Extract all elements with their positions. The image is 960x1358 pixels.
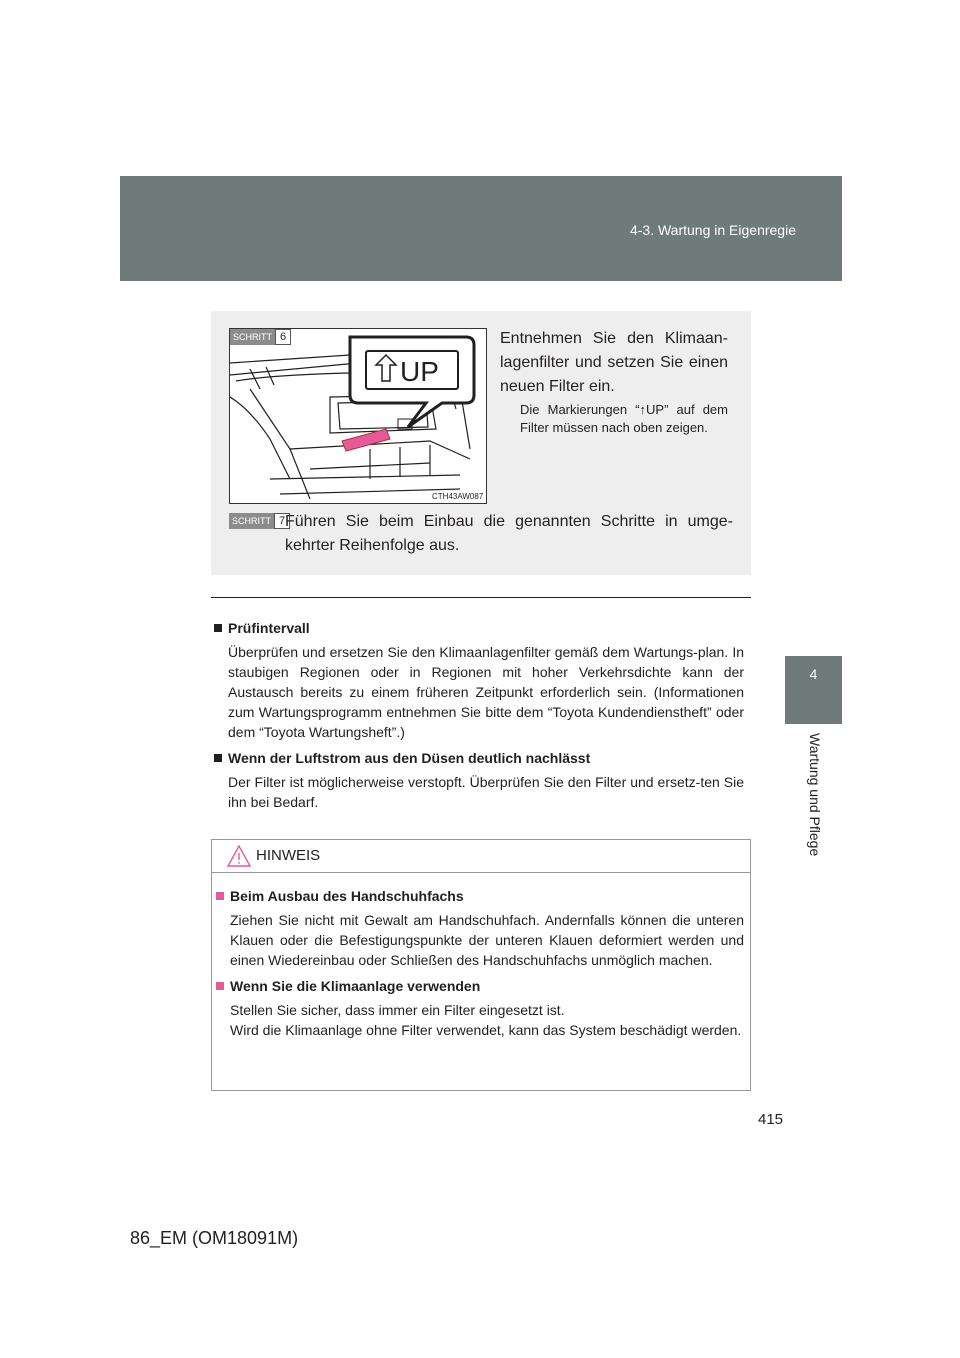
bullet-square-icon bbox=[214, 754, 222, 762]
up-label: UP bbox=[400, 356, 439, 387]
step7-text: Führen Sie beim Einbau die genannten Schritte in umge-kehrter Reihenfolge aus. bbox=[285, 513, 733, 554]
step6-note: Die Markierungen “↑UP” auf dem Filter müssen nach oben zeigen. bbox=[520, 402, 728, 435]
info-text: Überprüfen und ersetzen Sie den Klimaanlagenfilter gemäß dem Wartungs-plan. In staubigen Regionen oder in Regionen mit hoher Verkehrsdichte kann der Austausch bereits zu einem früheren Zeitpunkt erforderlich sein. (Informationen zum Wartungsprogramm entnehmen Sie bitte dem “Toyota Kundendienstheft” oder dem “Toyota Wartungsheft”.) bbox=[228, 644, 744, 740]
notice-text-line: Wird die Klimaanlage ohne Filter verwendet, kann das System beschädigt werden. bbox=[230, 1022, 742, 1038]
schritt-word: SCHRITT bbox=[229, 513, 274, 529]
info-title: Prüfintervall bbox=[214, 618, 744, 638]
chapter-number: 4 bbox=[809, 666, 818, 682]
notice-title: Wenn Sie die Klimaanlage verwenden bbox=[216, 976, 744, 996]
header-band bbox=[120, 176, 842, 281]
info-title: Wenn der Luftstrom aus den Düsen deutlich nachlässt bbox=[214, 748, 744, 768]
warning-triangle-icon bbox=[226, 844, 252, 868]
page-number: 415 bbox=[758, 1111, 784, 1128]
step6-number: 6 bbox=[275, 329, 291, 345]
section-divider bbox=[211, 597, 751, 598]
glovebox-illustration bbox=[229, 328, 487, 504]
chapter-tab bbox=[785, 656, 842, 724]
info-text: Der Filter ist möglicherweise verstopft. Überprüfen Sie den Filter und ersetz-ten Sie ihn bei Bedarf. bbox=[228, 774, 744, 810]
bullet-square-icon bbox=[214, 624, 222, 632]
footer-code: 86_EM (OM18091M) bbox=[130, 1228, 299, 1248]
section-title: 4-3. Wartung in Eigenregie bbox=[629, 222, 796, 238]
notice-box bbox=[211, 839, 751, 1091]
notice-body bbox=[216, 882, 744, 1040]
notice-header bbox=[212, 840, 750, 873]
notice-title: Beim Ausbau des Handschuhfachs bbox=[216, 886, 744, 906]
step7-badge bbox=[229, 513, 290, 529]
bullet-square-icon bbox=[216, 982, 224, 990]
notice-text: Ziehen Sie nicht mit Gewalt am Handschuhfach. Andernfalls können die unteren Klauen oder die Befestigungspunkte der unteren Klauen deformiert werden und einen Wiedereinbau oder Schließen des Handschuhfachs unmöglich machen. bbox=[230, 912, 744, 968]
step-box bbox=[211, 311, 751, 575]
schritt-word: SCHRITT bbox=[230, 329, 275, 345]
info-section bbox=[214, 614, 744, 812]
step7-number: 7 bbox=[274, 513, 290, 529]
illustration-code: CTH43AW087 bbox=[432, 492, 484, 501]
chapter-label: Wartung und Pflege bbox=[807, 733, 823, 857]
step6-badge bbox=[230, 329, 291, 345]
notice-label: HINWEIS bbox=[256, 847, 321, 864]
step6-text: Entnehmen Sie den Klimaan-lagenfilter und setzen Sie einen neuen Filter ein. bbox=[500, 330, 728, 395]
notice-text-line: Stellen Sie sicher, dass immer ein Filter eingesetzt ist. bbox=[230, 1002, 565, 1018]
filter-removal-drawing bbox=[230, 329, 486, 503]
bullet-square-icon bbox=[216, 892, 224, 900]
